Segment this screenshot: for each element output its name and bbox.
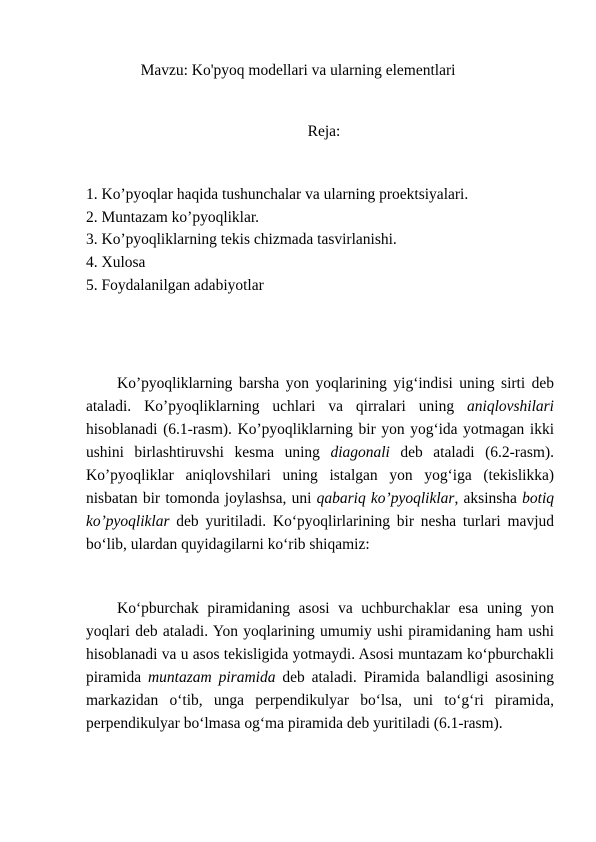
italic-term: botiq ko’pyoqliklar xyxy=(86,490,555,530)
italic-term: diagonali xyxy=(330,444,390,461)
italic-term: aniqlovshilari xyxy=(467,398,554,415)
plan-item: 2. Muntazam ko’pyoqliklar. xyxy=(86,208,260,226)
plan-heading: Reja: xyxy=(307,123,341,140)
plan-item: 4. Xulosa xyxy=(86,254,146,272)
paragraph-text: deb yuritiladi. Ko‘pyoqlirlarining bir nesha turlari mavjud bo‘lib, ulardan quyidagilarni ko‘rib shiqamiz: xyxy=(86,513,554,553)
paragraph-text: , aksinsha xyxy=(454,490,523,507)
italic-term: qabariq ko’pyoqliklar xyxy=(316,490,455,507)
plan-item: 1. Ko’pyoqlar haqida tushunchalar va ularning proektsiyalari. xyxy=(86,186,469,203)
paragraph-text: deb ataladi. Piramida balandligi asosining markazidan o‘tib, unga perpendikulyar bo‘lsa, uni to‘g‘ri piramida, perpendikulyar bo‘lmasa og‘ma piramida deb yuritiladi (6.1-rasm). xyxy=(86,669,554,732)
plan-item: 5. Foydalanilgan adabiyotlar xyxy=(86,276,264,294)
plan-item: 3. Ko’pyoqliklarning tekis chizmada tasvirlanishi. xyxy=(86,231,397,249)
paragraph-text: hisoblanadi (6.1-rasm). Ko’pyoqliklarning bir yon yog‘ida yotmagan ikki ushini birlashtiruvshi kesma uning xyxy=(86,421,554,461)
paragraph-text: deb ataladi (6.2-rasm). Ko’pyoqliklar aniqlovshilari uning istalgan yon yog‘iga (tekislikka) nisbatan bir tomonda joylashsa, uni xyxy=(86,444,554,507)
body-paragraph-2 xyxy=(86,597,554,735)
paragraph-text: Ko‘pburchak piramidaning asosi va uchburchaklar esa uning yon yoqlari deb ataladi. Yon yoqlarining umumiy ushi piramidaning ham ushi hisoblanadi va u asos tekisligida yotmaydi. Asosi muntazam ko‘pburchakli piramida xyxy=(86,600,554,686)
plan-list xyxy=(86,184,468,298)
document-title: Mavzu: Ko'pyoq modellari va ularning elementlari xyxy=(140,62,456,79)
italic-term: muntazam piramida xyxy=(147,669,276,686)
paragraph-text: Ko’pyoqliklarning barsha yon yoqlarining yig‘indisi uning sirti deb ataladi. Ko’pyoqliklarning uchlari va qirralari uning xyxy=(86,375,554,415)
body-paragraph-1 xyxy=(86,372,554,556)
